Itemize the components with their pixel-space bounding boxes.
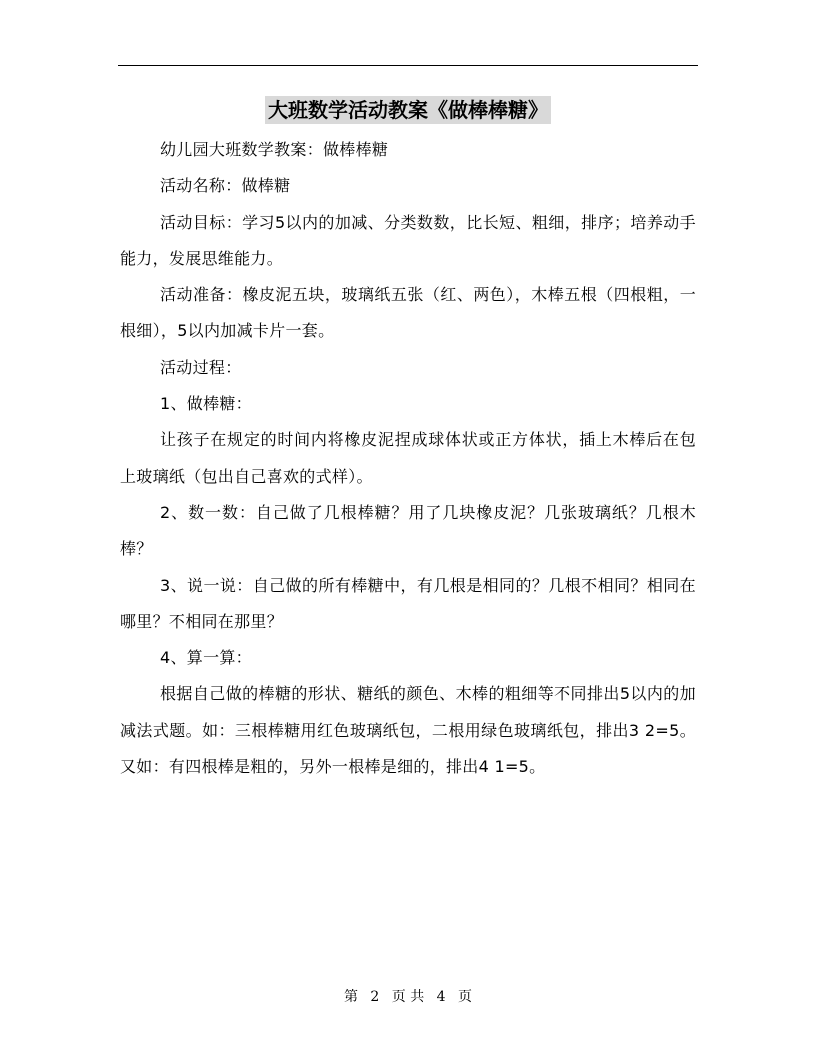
page-footer — [0, 987, 816, 1007]
paragraph-activity-process: 活动过程： — [160, 357, 242, 377]
document-title: 大班数学活动教案《做棒棒糖》 — [265, 96, 551, 124]
header-rule — [118, 65, 698, 66]
footer-page-number: 2 — [370, 989, 380, 1005]
paragraph-activity-prep: 活动准备：橡皮泥五块，玻璃纸五张（红、两色），木棒五根（四根粗，一根细），5以内加减卡片一套。 — [120, 285, 696, 341]
footer-total-pages: 4 — [436, 989, 446, 1005]
paragraph-step-1-detail: 让孩子在规定的时间内将橡皮泥捏成球体状或正方体状，插上木棒后在包上玻璃纸（包出自己喜欢的式样）。 — [120, 430, 696, 486]
footer-prefix: 第 — [343, 989, 358, 1005]
paragraph-step-2: 2、数一数：自己做了几根棒糖？用了几块橡皮泥？几张玻璃纸？几根木棒？ — [120, 502, 696, 559]
footer-suffix: 页 — [458, 989, 473, 1005]
footer-middle: 页 共 — [391, 989, 425, 1005]
paragraph-step-4: 4、算一算： — [160, 648, 252, 668]
paragraph-subtitle: 幼儿园大班数学教案：做棒棒糖 — [160, 140, 389, 159]
paragraph-step-3: 3、说一说：自己做的所有棒糖中，有几根是相同的？几根不相同？相同在哪里？不相同在那里？ — [120, 575, 696, 631]
paragraph-activity-goal: 活动目标：学习5以内的加减、分类数数，比长短、粗细，排序；培养动手能力，发展思维能力。 — [120, 212, 696, 268]
document-body — [120, 132, 696, 785]
paragraph-activity-name: 活动名称：做棒糖 — [160, 176, 291, 196]
title-container — [0, 96, 816, 124]
paragraph-step-1: 1、做棒糖： — [160, 394, 252, 414]
paragraph-step-4-detail: 根据自己做的棒糖的形状、糖纸的颜色、木棒的粗细等不同排出5以内的加减法式题。如：三根棒糖用红色玻璃纸包，二根用绿色玻璃纸包，排出3 2=5。又如：有四根棒是粗的，另外一根棒是细的，排出4 1=5。 — [120, 684, 696, 777]
